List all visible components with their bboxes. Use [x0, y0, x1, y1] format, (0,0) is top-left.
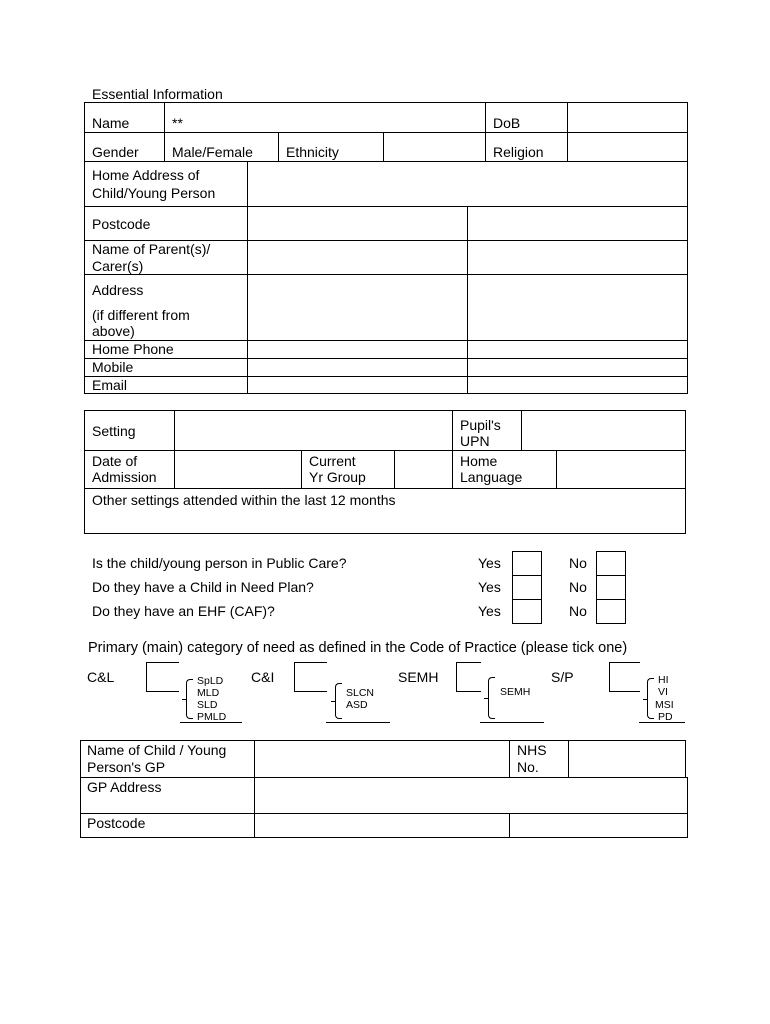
- mobile-label: Mobile: [92, 359, 134, 375]
- admission-label-line2: Admission: [92, 469, 157, 485]
- gp-postcode-field[interactable]: [255, 814, 509, 837]
- question-text: Is the child/young person in Public Care?: [92, 555, 347, 571]
- section-heading-essential: Essential Information: [92, 86, 223, 102]
- no-label: No: [569, 603, 587, 619]
- nhs-label-line1: NHS: [517, 742, 547, 758]
- nhs-label-line2: No.: [517, 759, 539, 775]
- gp-name-label-line2: Person's GP: [87, 759, 166, 775]
- setting-label: Setting: [92, 423, 136, 439]
- subcategory: SLCN: [346, 687, 375, 699]
- name-label: Name: [92, 115, 130, 131]
- subcategory: VI: [658, 686, 668, 698]
- home-phone-label: Home Phone: [92, 341, 174, 357]
- yes-label: Yes: [478, 603, 501, 619]
- subcategory: MLD: [197, 687, 220, 699]
- address-note-line1: (if different from: [92, 307, 190, 323]
- gp-address-field[interactable]: [255, 778, 687, 813]
- category-label: C&I: [251, 669, 275, 685]
- subcategory: SEMH: [500, 686, 531, 698]
- gp-address-label: GP Address: [87, 779, 162, 795]
- subcategory: ASD: [346, 699, 368, 711]
- admission-label-line1: Date of: [92, 453, 138, 469]
- address-note-line2: above): [92, 323, 135, 339]
- question-text: Do they have an EHF (CAF)?: [92, 603, 275, 619]
- email-label: Email: [92, 377, 128, 393]
- subcategory: HI: [658, 674, 669, 686]
- dob-label: DoB: [493, 115, 521, 131]
- no-label: No: [569, 555, 587, 571]
- home-address-label-line1: Home Address of: [92, 167, 200, 183]
- name-value[interactable]: **: [172, 115, 183, 131]
- parent-label-line1: Name of Parent(s)/: [92, 241, 211, 257]
- subcategory: SpLD: [197, 675, 224, 687]
- category-label: C&L: [87, 669, 115, 685]
- ethnicity-label: Ethnicity: [286, 144, 339, 160]
- religion-label: Religion: [493, 144, 544, 160]
- question-text: Do they have a Child in Need Plan?: [92, 579, 314, 595]
- other-settings-label: Other settings attended within the last 12 months: [92, 492, 396, 508]
- yr-group-label-line2: Yr Group: [309, 469, 366, 485]
- home-language-label-line1: Home: [460, 453, 498, 469]
- no-label: No: [569, 579, 587, 595]
- gp-name-field[interactable]: [255, 741, 509, 777]
- category-label: SEMH: [398, 669, 439, 685]
- category-label: S/P: [551, 669, 574, 685]
- need-category-prompt: Primary (main) category of need as defined in the Code of Practice (please tick one): [88, 640, 628, 656]
- home-language-label-line2: Language: [460, 469, 523, 485]
- gender-label: Gender: [92, 144, 139, 160]
- subcategory: SLD: [197, 699, 218, 711]
- parent-label-line2: Carer(s): [92, 258, 144, 274]
- address-label: Address: [92, 282, 144, 298]
- nhs-number-field[interactable]: [569, 741, 685, 777]
- gp-name-label-line1: Name of Child / Young: [87, 742, 227, 758]
- home-address-label-line2: Child/Young Person: [92, 185, 216, 201]
- yes-label: Yes: [478, 579, 501, 595]
- yr-group-label-line1: Current: [309, 453, 356, 469]
- subcategory: PMLD: [197, 711, 227, 723]
- postcode-label: Postcode: [92, 216, 151, 232]
- upn-label-line2: UPN: [460, 433, 490, 449]
- gp-postcode-label: Postcode: [87, 815, 146, 831]
- gender-value[interactable]: Male/Female: [172, 144, 253, 160]
- yes-label: Yes: [478, 555, 501, 571]
- subcategory: PD: [658, 711, 673, 723]
- subcategory: MSI: [655, 699, 674, 711]
- upn-label-line1: Pupil's: [460, 417, 501, 433]
